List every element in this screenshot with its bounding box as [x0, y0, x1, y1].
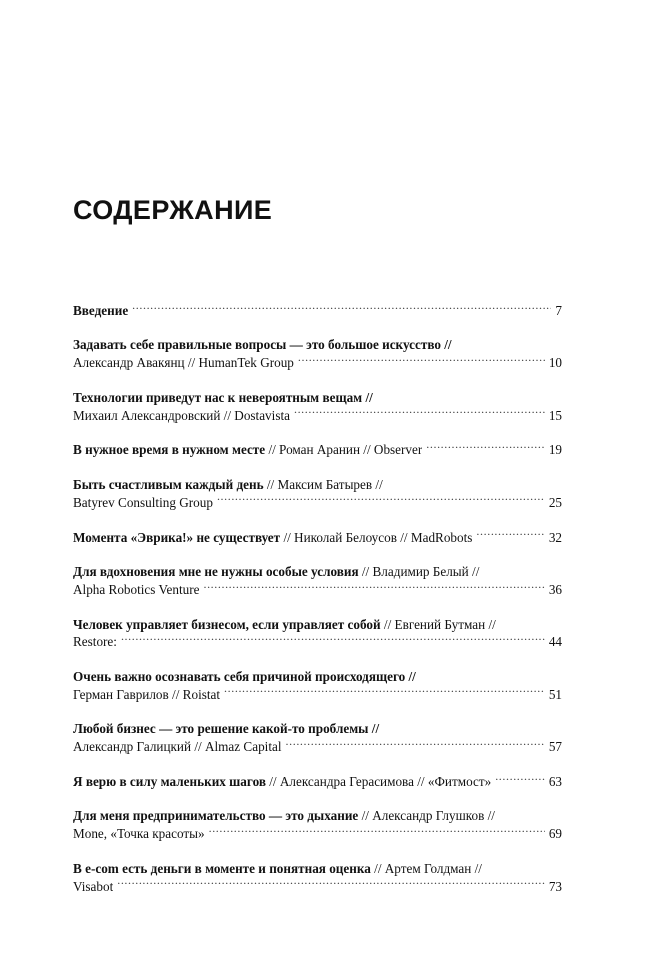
- toc-entry-text: [73, 407, 290, 425]
- toc-entry-line: [73, 476, 562, 494]
- toc-entry-text: [73, 390, 373, 405]
- toc-page-number[interactable]: 19: [548, 442, 562, 458]
- toc-entry-line: [73, 807, 562, 825]
- toc-entry-author: // Евгений Бутман //: [380, 616, 496, 632]
- toc-entry-text: [73, 529, 472, 547]
- toc-page-number[interactable]: 57: [548, 739, 562, 755]
- toc-entry-author: Mone, «Точка красоты»: [73, 826, 205, 842]
- toc-entry-author: // Николай Белоусов // MadRobots: [280, 529, 473, 545]
- leader-dots: [294, 406, 545, 419]
- toc-entry[interactable]: [73, 720, 562, 755]
- leader-dots: [495, 773, 545, 786]
- toc-entry-leader-line: [73, 877, 562, 895]
- toc-entry-leader-line: [73, 581, 562, 599]
- toc-entry-text: [73, 564, 479, 579]
- toc-entry-line: [73, 860, 562, 878]
- toc-entry[interactable]: [73, 616, 562, 651]
- toc-entry-text: [73, 669, 416, 684]
- toc-entry[interactable]: [73, 860, 562, 895]
- toc-entry-line: [73, 668, 562, 686]
- toc-entry-leader-line: [73, 825, 562, 843]
- toc-entry-text: [73, 337, 452, 352]
- toc-entry-title: Очень важно осознавать себя причиной происходящего //: [73, 668, 416, 684]
- toc-entry[interactable]: [73, 563, 562, 598]
- toc-entry-author: // Александра Герасимова // «Фитмост»: [265, 773, 492, 789]
- toc-entry-leader-line: [73, 441, 562, 459]
- toc-page-number[interactable]: 32: [548, 529, 562, 545]
- toc-entry-title: Любой бизнес — это решение какой-то проблемы //: [73, 721, 380, 737]
- toc-entry-text: [73, 494, 213, 512]
- toc-entry-author: Visabot: [73, 878, 114, 894]
- toc-entry-line: [73, 563, 562, 581]
- toc-entry-author: Batyrev Consulting Group: [73, 494, 213, 510]
- toc-entry-title: Задавать себе правильные вопросы — это большое искусство //: [73, 337, 452, 353]
- toc-entry-author: Герман Гаврилов // Roistat: [73, 686, 221, 702]
- toc-entry-author: // Максим Батырев //: [263, 477, 383, 492]
- toc-entry[interactable]: [73, 441, 562, 459]
- toc-entry-line: [73, 720, 562, 738]
- toc-entry-author: // Александр Глушков //: [358, 808, 495, 824]
- toc-page-number[interactable]: 51: [548, 686, 562, 702]
- toc-entry-text: [73, 354, 294, 372]
- toc-entry-text: [73, 825, 205, 843]
- toc-entry-text: [73, 617, 496, 632]
- toc-entry[interactable]: [73, 336, 562, 371]
- toc-page-number[interactable]: 73: [548, 878, 562, 894]
- toc-entry-text: [73, 738, 282, 756]
- toc-entry-title: Человек управляет бизнесом, если управляет собой: [73, 616, 381, 632]
- leader-dots: [224, 686, 545, 699]
- toc-entry-title: Быть счастливым каждый день: [73, 477, 264, 492]
- toc-entry-leader-line: [73, 354, 562, 372]
- toc-entry-text: [73, 581, 199, 599]
- leader-dots: [426, 441, 545, 454]
- toc-page-number[interactable]: 15: [548, 407, 562, 423]
- toc-entry-line: [73, 389, 562, 407]
- toc-entry-title: Момента «Эврика!» не существует: [73, 529, 281, 545]
- toc-page-number[interactable]: 25: [548, 494, 562, 510]
- toc-entry-line: [73, 616, 562, 634]
- toc-entry-author: Александр Авакянц // HumanTek Group: [73, 355, 294, 371]
- toc-entry-text: [73, 773, 491, 791]
- toc-page-number[interactable]: 36: [548, 581, 562, 597]
- toc-entry-title: Для меня предпринимательство — это дыхание: [73, 808, 359, 824]
- toc-entry-text: [73, 302, 128, 320]
- toc-entry-leader-line: [73, 302, 562, 320]
- toc-entry-text: [73, 721, 379, 736]
- toc-entry[interactable]: [73, 302, 562, 320]
- toc-entry-leader-line: [73, 528, 562, 546]
- leader-dots: [117, 877, 545, 890]
- toc-entry-title: Я верю в силу маленьких шагов: [73, 773, 266, 789]
- toc-entry-title: Для вдохновения мне не нужны особые условия: [73, 564, 359, 580]
- toc-entry[interactable]: [73, 528, 562, 546]
- toc-entry-author: // Владимир Белый //: [358, 564, 480, 580]
- leader-dots: [132, 302, 551, 315]
- leader-dots: [476, 528, 544, 541]
- toc-entry-author: Alpha Robotics Venture: [73, 581, 200, 597]
- toc-entry[interactable]: [73, 389, 562, 424]
- toc-page-number[interactable]: 63: [548, 773, 562, 789]
- leader-dots: [298, 354, 545, 367]
- toc-entry-leader-line: [73, 633, 562, 651]
- toc-entry-author: // Артем Голдман //: [370, 860, 482, 876]
- toc-entry-leader-line: [73, 773, 562, 791]
- toc-entry[interactable]: [73, 668, 562, 703]
- toc-entry[interactable]: [73, 773, 562, 791]
- toc-entry[interactable]: [73, 807, 562, 842]
- toc-entry-title: Технологии приведут нас к невероятным вещам //: [73, 389, 373, 405]
- toc-entry-author: // Роман Аранин // Observer: [265, 442, 423, 458]
- toc-page-number[interactable]: 44: [548, 634, 562, 650]
- toc-entry-author: Александр Галицкий // Almaz Capital: [73, 739, 282, 755]
- toc-entry-leader-line: [73, 686, 562, 704]
- toc-entry-text: [73, 477, 383, 492]
- leader-dots: [203, 581, 544, 594]
- leader-dots: [209, 825, 545, 838]
- toc-entry-text: [73, 686, 220, 704]
- toc-page-number[interactable]: 10: [548, 355, 562, 371]
- toc-entry-leader-line: [73, 406, 562, 424]
- toc-entry-author: Restore:: [73, 634, 117, 650]
- toc-entry-title: В нужное время в нужном месте: [73, 442, 266, 458]
- toc-page-number[interactable]: 7: [555, 302, 562, 318]
- toc-entry-title: Введение: [73, 302, 129, 318]
- toc-entry[interactable]: [73, 476, 562, 511]
- toc-entry-text: [73, 633, 117, 651]
- leader-dots: [286, 738, 545, 751]
- toc-page-number[interactable]: 69: [548, 826, 562, 842]
- page-title: СОДЕРЖАНИЕ: [73, 195, 273, 225]
- toc-entry-line: [73, 336, 562, 354]
- leader-dots: [217, 494, 545, 507]
- toc-entry-text: [73, 861, 482, 876]
- toc-entry-leader-line: [73, 738, 562, 756]
- toc-entry-author: Михаил Александровский // Dostavista: [73, 407, 290, 423]
- toc-entry-text: [73, 441, 422, 459]
- leader-dots: [121, 633, 545, 646]
- toc-entry-text: [73, 878, 113, 896]
- toc-entry-title: В e-com есть деньги в моменте и понятная оценка: [73, 860, 371, 876]
- toc-entry-leader-line: [73, 494, 562, 512]
- toc-entry-text: [73, 808, 495, 823]
- page-content: [73, 0, 562, 895]
- toc-list: [73, 226, 562, 896]
